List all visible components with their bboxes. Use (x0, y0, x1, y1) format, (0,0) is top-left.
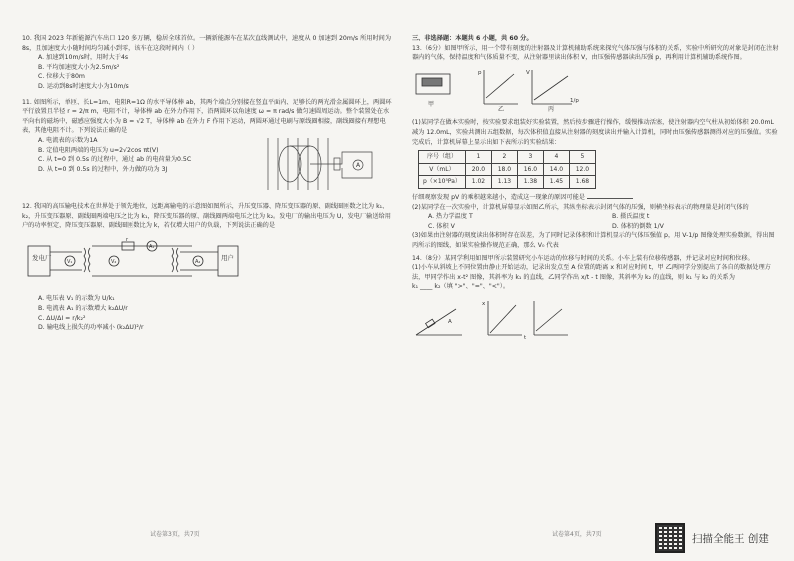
ammeter-a1-label: A₁ (149, 243, 155, 250)
data-table (418, 150, 596, 189)
resistor-r-label: r (126, 236, 129, 243)
user-label: 用户 (221, 253, 234, 262)
question-13 (412, 44, 780, 251)
fig-bing-label: 丙 (548, 105, 555, 112)
point-a-label: A (448, 318, 452, 325)
voltmeter-v1-label: V₁ (67, 258, 73, 265)
question-13-part3: (3)如果由注射器的刻度读出体积时存在误差，为了同时记录体积和计算机显示的气体压强值 p，用 V-1/p 图像处理实验数据，得出图丙所示的图线，如果实验操作规范正确，那么 V₀ 代表 (412, 232, 775, 249)
q11-option-c: C. 从 t=0 到 0.5s 的过程中，通过 ab 的电荷量为0.5C (38, 156, 192, 164)
right-page-footer: 试卷第4页，共7页 (552, 531, 602, 538)
q13-option-c: C. 体积 V (428, 222, 455, 230)
incline-graphs-figure (412, 295, 572, 341)
question-13-part1b: 仔细观察发现 pV 的乘积越来越小，造成这一现象的原因可能是 (412, 192, 780, 203)
question-14-part1b: k₁ ____ k₂（填 ">"、"="、"<"）。 (412, 283, 510, 291)
table-cell: 1.68 (569, 176, 595, 189)
question-12-stem: 12. 我国的高压输电技术在世界处于领先地位，远距离输电的示意图如图所示，升压变压器、降压变压器的原、副线圈匝数之比为 k₁、k₂，升压变压器原、副线圈两端电压之比为 k₁，降压变压器的原、副线圈两端电压之比为 k₂。发电厂的输出电压为 U，发电厂输送给用户的功率恒定，降压变压器原、副线圈匝数比为 k，若仅增大用户的负载，下列说法正确的是 (22, 202, 391, 230)
axis-inv-p-label: 1/p (570, 97, 579, 104)
q12-option-b: B. 电流表 A₁ 的示数增大 k₂ΔU/r (38, 304, 128, 312)
question-10-stem: 10. 我国 2023 年新能源汽车出口 120 多万辆，稳居全球首位。一辆新能源车在某次直线测试中，速度从 0 加速到 20m/s 所用时间为8s，且加速度大小随时间均匀减小到零，该车在这段时间内（ ） (22, 35, 392, 52)
axis-x-label: x (482, 300, 486, 307)
question-13-stem: 13.（6分）如图甲所示，用一个带有刻度的注射器及计算机辅助系统来探究气体压强与体积的关系，实验中所研究的对象是封闭在注射器内的气体，保持温度和气体质量不变，从注射器里读出体积 V，由压强传感器读出压强 p，再利用计算机辅助系统作图。 (412, 44, 779, 62)
table-cell: 16.0 (517, 163, 543, 176)
question-13-part1: (1)某同学在做本实验时，按实验要求组装好实验装置，然后按步骤进行操作，缓慢推动活塞，使注射器内空气柱从初始体积 20.0mL 减为 12.0mL，实验共测出五组数据，每次体积值直接从注射器的刻度读出并输入计算机，同时由压强传感器测得对应的压强值。实验完成后，计算机屏幕上显示出如下表所示的实验结果： (412, 119, 778, 146)
table-cell: 1.45 (543, 176, 569, 189)
axis-p-label: p (478, 69, 482, 76)
fig-jia-label: 甲 (428, 100, 435, 108)
table-cell: V（mL） (419, 163, 466, 176)
q13-option-d: D. 体积的倒数 1/V (612, 222, 664, 230)
table-header-cell: 序号（组） (419, 151, 466, 164)
question-13-part2-options (412, 212, 780, 231)
table-header-cell: 1 (465, 151, 491, 164)
q10-option-d: D. 运动到8s时速度大小为10m/s (38, 82, 129, 90)
table-cell: 18.0 (491, 163, 517, 176)
q12-option-d: D. 输电线上损失的功率减小 (k₂ΔU)²/r (38, 324, 144, 332)
table-row (419, 163, 596, 176)
question-13-part2: (2)某同学在一次实验中，计算机屏幕显示如图乙所示，其纵坐标表示封闭气体的压强，则横坐标表示的物理量是封闭气体的 (412, 203, 749, 211)
q11-option-a: A. 电流表的示数为1A (38, 136, 98, 144)
q11-option-d: D. 从 t=0 到 0.5s 的过程中，外力做的功为 3J (38, 165, 168, 173)
table-cell: 14.0 (543, 163, 569, 176)
q10-option-c: C. 位移大于80m (38, 73, 85, 81)
question-10 (22, 34, 394, 92)
table-header-cell: 4 (543, 151, 569, 164)
scanner-watermark: 扫描全能王 创建 (692, 533, 769, 545)
q13-option-b: B. 摄氏温度 t (612, 213, 650, 221)
question-14 (412, 254, 780, 348)
right-column (412, 34, 780, 349)
q10-option-a: A. 加速到10m/s时，用时大于4s (38, 54, 129, 62)
axis-t-label: t (524, 334, 527, 341)
ammeter-a2-label: A₂ (195, 258, 201, 265)
table-header-cell: 3 (517, 151, 543, 164)
table-header-row (419, 151, 596, 164)
q12-option-c: C. ΔU/ΔI = r/k₂² (38, 314, 86, 322)
table-header-cell: 2 (491, 151, 517, 164)
section-title: 三、非选择题：本题共 6 小题，共 60 分。 (412, 35, 533, 42)
syringe-graphs-figure (412, 66, 582, 112)
qr-code-icon (655, 523, 685, 553)
voltmeter-v2-label: V₂ (111, 258, 117, 265)
table-cell: 12.0 (569, 163, 595, 176)
question-14-stem: 14.（8分）某同学利用如图甲所示装置研究小车运动的位移与时间的关系。小车上装有位移传感器，并记录对应时间和位移。 (412, 254, 754, 262)
fig-yi-label: 乙 (498, 105, 505, 112)
q13-option-a: A. 热力学温度 T (428, 213, 473, 221)
q12-option-a: A. 电压表 V₁ 的示数为 U/k₁ (38, 295, 115, 303)
left-column (22, 34, 394, 335)
table-cell: 1.13 (491, 176, 517, 189)
table-cell: 1.02 (465, 176, 491, 189)
power-transmission-circuit (22, 234, 242, 288)
left-page-footer: 试卷第3页，共7页 (150, 531, 200, 538)
q10-option-b: B. 平均加速度大小为2.5m/s² (38, 63, 120, 71)
table-cell: 1.38 (517, 176, 543, 189)
axis-v-label: V (526, 69, 530, 76)
plant-label: 发电厂 (32, 253, 52, 262)
q11-option-b: B. 定值电阻两端的电压为 u=2√2cos πt(V) (38, 146, 159, 154)
svg-text:A: A (356, 161, 361, 169)
question-14-part1: (1)小车从斜坡上不同位置由静止开始运动，记录出发点至 A 位置的距离 x 和对应时间 t，甲 乙两同学分别提出了各自的数据处理方法，甲同学作出 x-t² 图像，其斜率为 k₁ 的直线，乙同学作出 x/t - t 图像，其斜率为 k₂ 的直线，则 k₁ 与 k₂ 的关系为 (412, 264, 771, 281)
ring-generator-figure (262, 132, 382, 196)
table-header-cell: 5 (569, 151, 595, 164)
answer-blank[interactable] (587, 192, 633, 199)
question-11-stem: 11. 如图所示，单匝、长L=1m、电阻R=1Ω 的水平导体棒 ab，其两个端点分别接在竖直平面内、足够长的两光滑金属圆环上，两圆环平行放置且半径 r = 2/π m，电阻不计，导体棒 ab 在外力作用下，沿两圆环以角速度 ω = π rad/s 做匀速圆周运动。整个装置处在水平向右的磁场中，磁感应强度大小为 B = √2 T，导体棒 ab 在外力 F 作用下运动，两圆环通过电刷与原线圈相接，副线圈接有理想电表，其他电阻不计。下列说法正确的是 (22, 98, 392, 135)
table-row (419, 176, 596, 189)
question-11 (22, 98, 394, 198)
table-cell: 20.0 (465, 163, 491, 176)
question-12 (22, 202, 394, 333)
table-cell: p（×10⁵Pa） (419, 176, 466, 189)
